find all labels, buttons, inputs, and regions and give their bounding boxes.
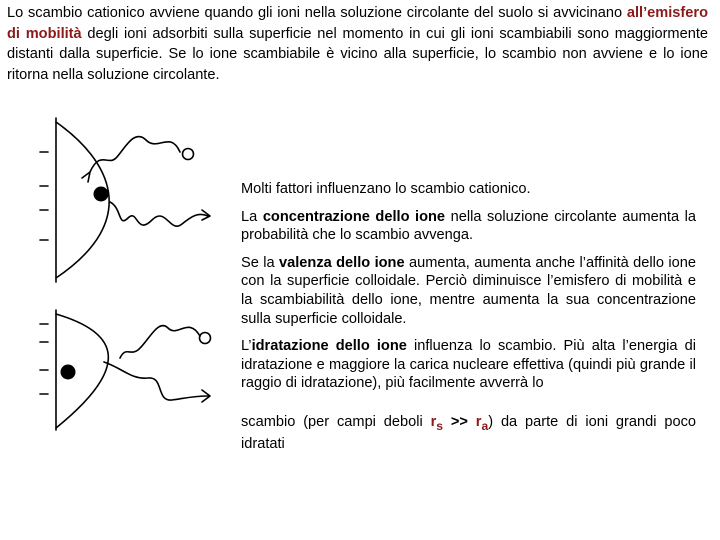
radius-s-sub: s (436, 418, 444, 433)
adsorbed-ion-upper (94, 187, 109, 202)
incoming-ion-lower (200, 333, 211, 344)
point-hydration-term: idratazione dello ione (251, 338, 407, 355)
point-concentration-term: concentrazione dello ione (262, 208, 446, 225)
radius-a-sub: a (481, 418, 489, 433)
point-weak-fields (241, 413, 696, 454)
adsorbed-ion-lower (61, 365, 76, 380)
intro-text-1: Lo scambio cationico avviene quando gli ioni nella soluzione circolante del suolo si avvicinano (7, 5, 627, 21)
ion-exchange-diagram (30, 110, 240, 440)
intro-paragraph (7, 3, 708, 85)
radius-s-letter: r (430, 413, 437, 430)
point-valence-term: valenza dello ione (279, 254, 405, 271)
point-weak-fields-post: ) da parte di ioni grandi poco idratati (241, 413, 696, 453)
point-valence (241, 254, 696, 328)
returning-ion-path (104, 362, 208, 400)
intro-text-2: degli ioni adsorbiti sulla superficie nel momento in cui gli ioni scambiabili sono maggiormente distanti dalla superficie. Se lo ione scambiabile è vicino alla superficie, lo scambio non avviene e lo ione ritorna nella soluzione circolante. (7, 25, 708, 83)
released-ion-path (110, 202, 208, 226)
radius-a-letter: r (475, 413, 482, 430)
much-greater-sign: >> (443, 413, 476, 430)
radius-s (430, 413, 444, 433)
upper-ion-path (90, 136, 180, 172)
factors-column (241, 180, 696, 463)
point-concentration-pre: La (241, 208, 263, 225)
point-valence-post: aumenta, aumenta anche l’affinità dello ione con la superficie colloidale. Perciò diminuisce l’emisfero di mobilità e la scambiabilità dello ione, mentre aumenta la sua concentrazione sulla superficie colloidale. (241, 254, 696, 327)
point-hydration-pre: L’ (241, 338, 252, 355)
point-valence-pre: Se la (241, 254, 279, 271)
point-concentration (241, 208, 696, 245)
factors-intro: Molti fattori influenzano lo scambio cationico. (241, 181, 531, 197)
radius-a (475, 413, 489, 433)
lower-ion-path (120, 326, 200, 358)
intro-highlight: all’emisfero di mobilità (7, 5, 708, 42)
point-hydration-post: influenza lo scambio. Più alta l’energia di idratazione e maggiore la carica nucleare effettiva (quindi più grande il raggio di idratazione), più facilmente avverrà lo (241, 338, 696, 392)
incoming-ion-upper (183, 149, 194, 160)
point-weak-fields-pre: scambio (per campi deboli (241, 413, 431, 430)
point-hydration (241, 337, 696, 393)
point-concentration-post: nella soluzione circolante aumenta la probabilità che lo scambio avvenga. (241, 208, 696, 244)
